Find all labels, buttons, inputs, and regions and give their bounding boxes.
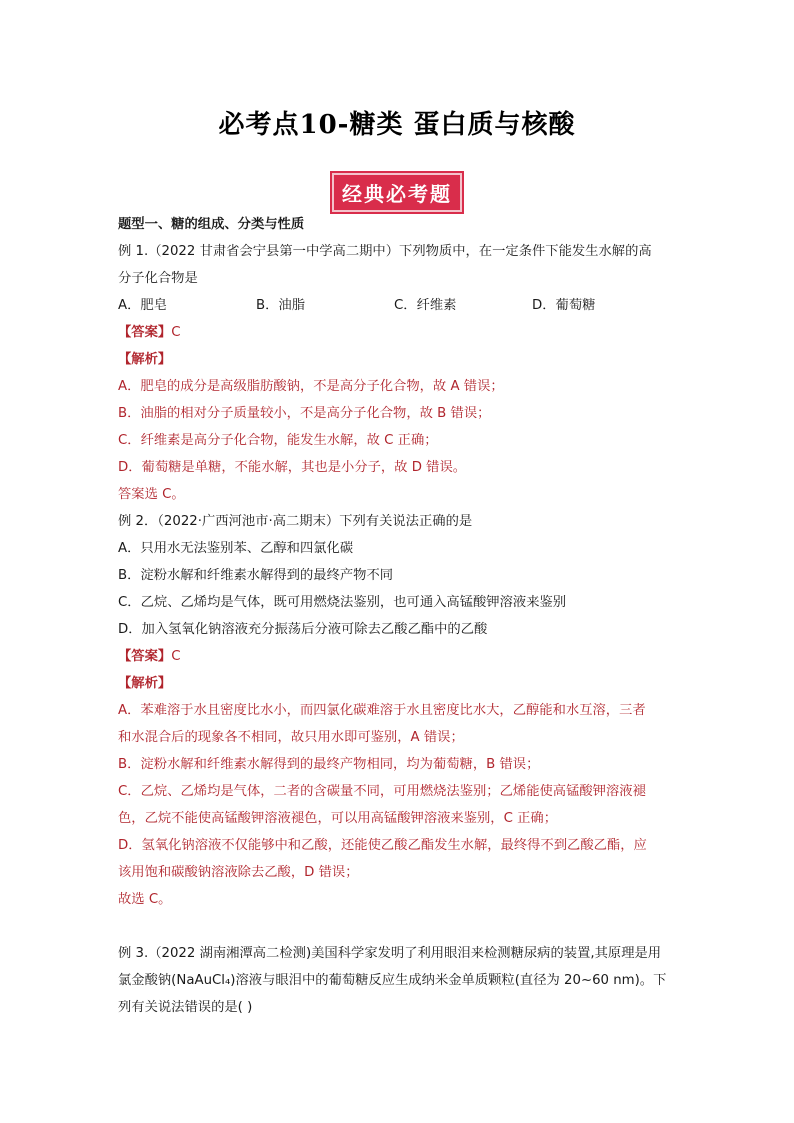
spacer xyxy=(118,913,688,940)
q1-stem-line1: 例 1.（2022 甘肃省会宁县第一中学高二期中）下列物质中，在一定条件下能发生水解的高 xyxy=(118,244,652,259)
q2-answer-value: C xyxy=(171,649,181,664)
q1-option-a: A．肥皂 xyxy=(118,298,167,313)
q1-option-b: B．油脂 xyxy=(256,298,306,313)
page-title: 必考点10-糖类 蛋白质与核酸 xyxy=(218,110,576,140)
q1-options xyxy=(118,292,688,319)
q2-analysis-line: 该用饱和碳酸钠溶液除去乙酸，D 错误； xyxy=(118,865,359,880)
q2-analysis-line: C．乙烷、乙烯均是气体，二者的含碳量不同，可用燃烧法鉴别；乙烯能使高锰酸钾溶液褪 xyxy=(118,784,646,799)
q1-answer-value: C xyxy=(171,325,181,340)
q1-analysis-line: B．油脂的相对分子质量较小，不是高分子化合物，故 B 错误； xyxy=(118,406,491,421)
q3-stem-line3: 列有关说法错误的是( ) xyxy=(118,1000,253,1015)
q3-stem-line2: 氯金酸钠(NaAuCl₄)溶液与眼泪中的葡萄糖反应生成纳米金单质颗粒(直径为 20~60 nm)。下 xyxy=(118,973,667,988)
q2-answer-label: 【答案】 xyxy=(118,649,172,664)
q2-analysis-label: 【解析】 xyxy=(118,676,172,691)
q1-option-c: C．纤维素 xyxy=(394,298,457,313)
q2-analysis-line: D．氢氧化钠溶液不仅能够中和乙酸，还能使乙酸乙酯发生水解，最终得不到乙酸乙酯，应 xyxy=(118,838,647,853)
q1-analysis-line: D．葡萄糖是单糖，不能水解，其也是小分子，故 D 错误。 xyxy=(118,460,467,475)
q2-conclusion: 故选 C。 xyxy=(118,892,172,907)
classic-question-badge: 经典必考题 xyxy=(332,173,462,212)
q1-answer-label: 【答案】 xyxy=(118,325,172,340)
q3-stem-line1: 例 3.（2022 湖南湘潭高二检测)美国科学家发明了利用眼泪来检测糖尿病的装置,其原理是用 xyxy=(118,946,662,961)
q1-conclusion: 答案选 C。 xyxy=(118,487,185,502)
q2-option-a: A．只用水无法鉴别苯、乙醇和四氯化碳 xyxy=(118,541,354,556)
q2-analysis-line: A．苯难溶于水且密度比水小，而四氯化碳难溶于水且密度比水大，乙醇能和水互溶，三者 xyxy=(118,703,646,718)
section-heading: 题型一、糖的组成、分类与性质 xyxy=(118,217,305,232)
badge-container xyxy=(0,173,794,212)
q1-option-d: D．葡萄糖 xyxy=(532,298,596,313)
q2-option-b: B．淀粉水解和纤维素水解得到的最终产物不同 xyxy=(118,568,394,583)
q1-answer xyxy=(118,319,688,346)
q2-option-d: D．加入氢氧化钠溶液充分振荡后分液可除去乙酸乙酯中的乙酸 xyxy=(118,622,488,637)
q2-answer xyxy=(118,643,688,670)
document-content xyxy=(118,211,688,1021)
q1-analysis-line: A．肥皂的成分是高级脂肪酸钠，不是高分子化合物，故 A 错误； xyxy=(118,379,504,394)
q2-option-c: C．乙烷、乙烯均是气体，既可用燃烧法鉴别，也可通入高锰酸钾溶液来鉴别 xyxy=(118,595,567,610)
q1-analysis-label: 【解析】 xyxy=(118,352,172,367)
q2-stem: 例 2．（2022·广西河池市·高二期末）下列有关说法正确的是 xyxy=(118,514,473,529)
q2-analysis-line: 色，乙烷不能使高锰酸钾溶液褪色，可以用高锰酸钾溶液来鉴别，C 正确； xyxy=(118,811,558,826)
q1-analysis-line: C．纤维素是高分子化合物，能发生水解，故 C 正确； xyxy=(118,433,438,448)
q2-analysis-line: B．淀粉水解和纤维素水解得到的最终产物相同，均为葡萄糖，B 错误； xyxy=(118,757,540,772)
q2-analysis-line: 和水混合后的现象各不相同，故只用水即可鉴别，A 错误； xyxy=(118,730,464,745)
q1-stem-line2: 分子化合物是 xyxy=(118,271,198,286)
